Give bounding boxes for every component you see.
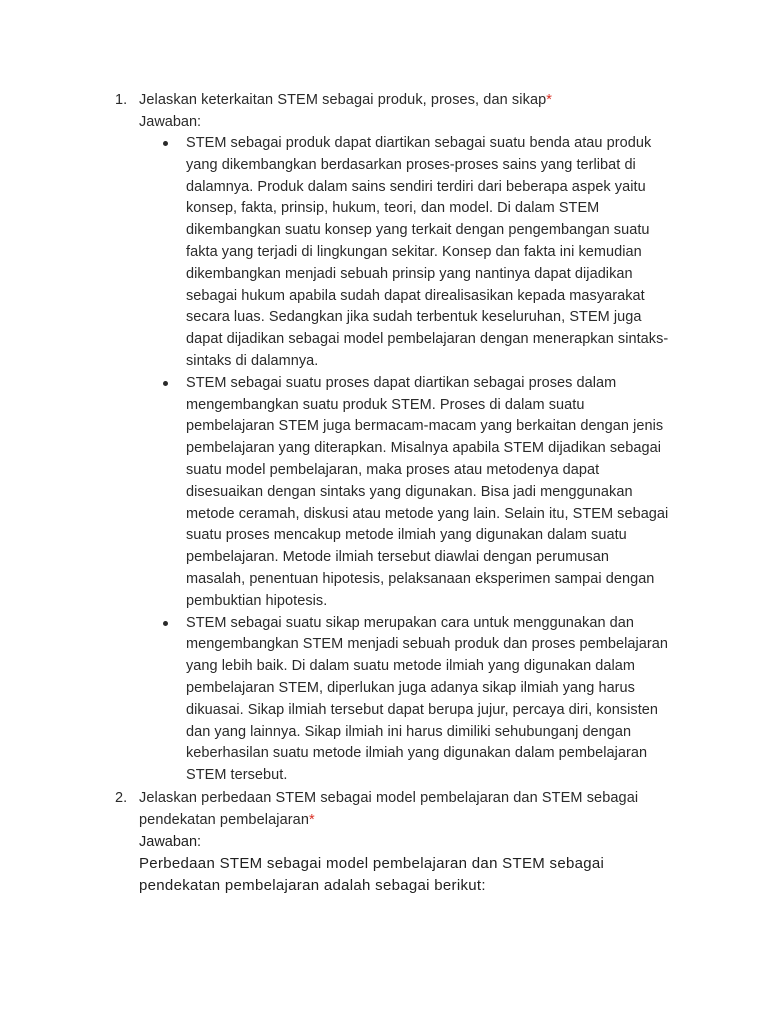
- question-list: [0, 89, 768, 897]
- list-item: [139, 133, 678, 373]
- question-number: 1.: [115, 92, 128, 108]
- answer-label: Jawaban:: [139, 833, 202, 850]
- required-mark: *: [308, 811, 315, 828]
- question-text: [139, 787, 678, 831]
- question-text-label: Jelaskan perbedaan STEM sebagai model pembelajaran dan STEM sebagai pendekatan pembelajaran: [139, 789, 639, 828]
- question-text: [139, 89, 678, 111]
- question-number: 2.: [115, 789, 128, 806]
- bullet-text: STEM sebagai suatu sikap merupakan cara untuk menggunakan dan mengembangkan STEM menjadi sebuah produk dan proses pembelajaran yang lebih baik. Di dalam suatu metode ilmiah yang digunakan dalam pembelajaran STEM, diperlukan juga adanya sikap ilmiah yang harus dikuasai. Sikap ilmiah tersebut dapat berupa jujur, percaya diri, konsisten dan yang lainnya. Sikap ilmiah ini harus dimiliki sehubunganj dengan keberhasilan suatu metode ilmiah yang digunakan dalam pembelajaran STEM tersebut.: [186, 614, 668, 784]
- answer-text: Perbedaan STEM sebagai model pembelajaran dan STEM sebagai pendekatan pembelajaran adalah sebagai berikut:: [139, 854, 605, 894]
- bullet-icon: [163, 141, 168, 146]
- bullet-icon: [163, 621, 168, 626]
- answer-bullet-list: [139, 133, 678, 787]
- question-text-label: Jelaskan keterkaitan STEM sebagai produk, proses, dan sikap: [139, 92, 547, 108]
- question-item-1: [0, 89, 768, 787]
- answer-label: Jawaban:: [139, 114, 202, 130]
- question-item-2: [0, 787, 768, 897]
- required-mark: *: [546, 92, 553, 108]
- bullet-text: STEM sebagai produk dapat diartikan sebagai suatu benda atau produk yang dikembangkan berdasarkan proses-proses sains yang terlibat di dalamnya. Produk dalam sains sendiri terdiri dari beberapa aspek yaitu konsep, fakta, prinsip, hukum, teori, dan model. Di dalam STEM dikembangkan suatu konsep yang terkait dengan pengembangan suatu fakta yang terjadi di lingkungan sekitar. Konsep dan fakta ini kemudian dikembangkan menjadi sebuah prinsip yang nantinya dapat dijadikan sebagai hukum apabila sudah dapat direalisasikan kepada masyarakat secara luas. Sedangkan jika sudah terbentuk keseluruhan, STEM juga dapat dijadikan sebagai model pembelajaran dengan menerapkan sintaks-sintaks di dalamnya.: [186, 135, 669, 369]
- list-item: [139, 613, 678, 787]
- list-item: [139, 373, 678, 613]
- bullet-text: STEM sebagai suatu proses dapat diartikan sebagai proses dalam mengembangkan suatu produk STEM. Proses di dalam suatu pembelajaran STEM juga bermacam-macam yang berkaitan dengan jenis pembelajaran yang diterapkan. Misalnya apabila STEM dijadikan sebagai suatu model pembelajaran, maka proses atau metodenya dapat disesuaikan dengan sintaks yang digunakan. Bisa jadi menggunakan metode ceramah, diskusi atau metode yang lain. Selain itu, STEM sebagai suatu proses mencakup metode ilmiah yang digunakan dalam suatu pembelajaran. Metode ilmiah tersebut diawlai dengan perumusan masalah, penentuan hipotesis, pelaksanaan eksperimen sampai dengan pembuktian hipotesis.: [186, 374, 669, 609]
- bullet-icon: [163, 381, 168, 386]
